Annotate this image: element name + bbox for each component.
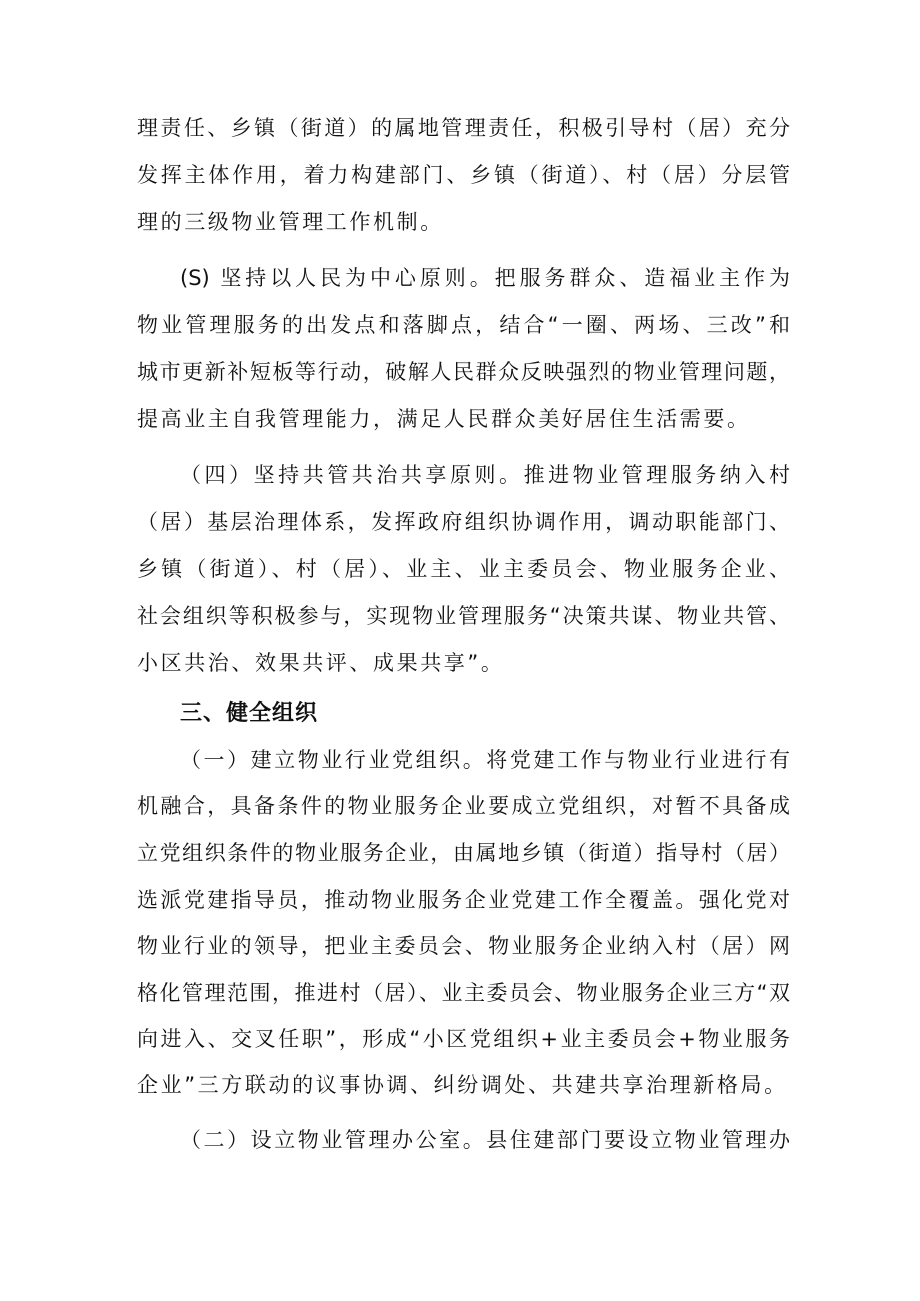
text-line: （二）设立物业管理办公室。县住建部门要设立物业管理办	[180, 1128, 790, 1152]
heading-text: 三、健全组织	[180, 701, 319, 726]
text-line: 理的三级物业管理工作机制。	[137, 210, 444, 234]
text-line: 格化管理范围，推进村（居）、业主委员会、物业服务企业三方“双	[137, 981, 790, 1005]
text-line: 向进入、交叉任职”，形成“小区党组织+业主委员会+物业服务	[137, 1027, 790, 1051]
text-line: 社会组织等积极参与，实现物业管理服务“决策共谋、物业共管、	[137, 604, 790, 628]
text-line: （四）坚持共管共治共享原则。推进物业管理服务纳入村	[180, 463, 790, 487]
text-line: 小区共治、效果共评、成果共享”。	[137, 651, 505, 675]
text-line: 物业行业的领导，把业主委员会、物业服务企业纳入村（居）网	[137, 934, 790, 958]
text-line: 提高业主自我管理能力，满足人民群众美好居住生活需要。	[137, 407, 751, 431]
text-line: 立党组织条件的物业服务企业，由属地乡镇（街道）指导村（居）	[137, 841, 790, 865]
text-line: 企业”三方联动的议事协调、纠纷调处、共建共享治理新格局。	[137, 1073, 788, 1097]
text-line: 选派党建指导员，推动物业服务企业党建工作全覆盖。强化党对	[137, 888, 790, 912]
text-line: 城市更新补短板等行动，破解人民群众反映强烈的物业管理问题，	[137, 360, 790, 384]
text-line: 理责任、乡镇（街道）的属地管理责任，积极引导村（居）充分	[137, 116, 790, 140]
text-line: 机融合，具备条件的物业服务企业要成立党组织，对暂不具备成	[137, 794, 790, 818]
text-line: 乡镇（街道）、村（居）、业主、业主委员会、物业服务企业、	[137, 557, 790, 581]
text-line: （一）建立物业行业党组织。将党建工作与物业行业进行有	[180, 748, 790, 772]
text-line: 发挥主体作用，着力构建部门、乡镇（街道）、村（居）分层管	[137, 163, 790, 187]
text-line: (S) 坚持以人民为中心原则。把服务群众、造福业主作为	[180, 266, 790, 290]
text-line: （居）基层治理体系，发挥政府组织协调作用，调动职能部门、	[137, 510, 790, 534]
text-line: 物业管理服务的出发点和落脚点，结合“一圈、两场、三改”和	[137, 313, 790, 337]
